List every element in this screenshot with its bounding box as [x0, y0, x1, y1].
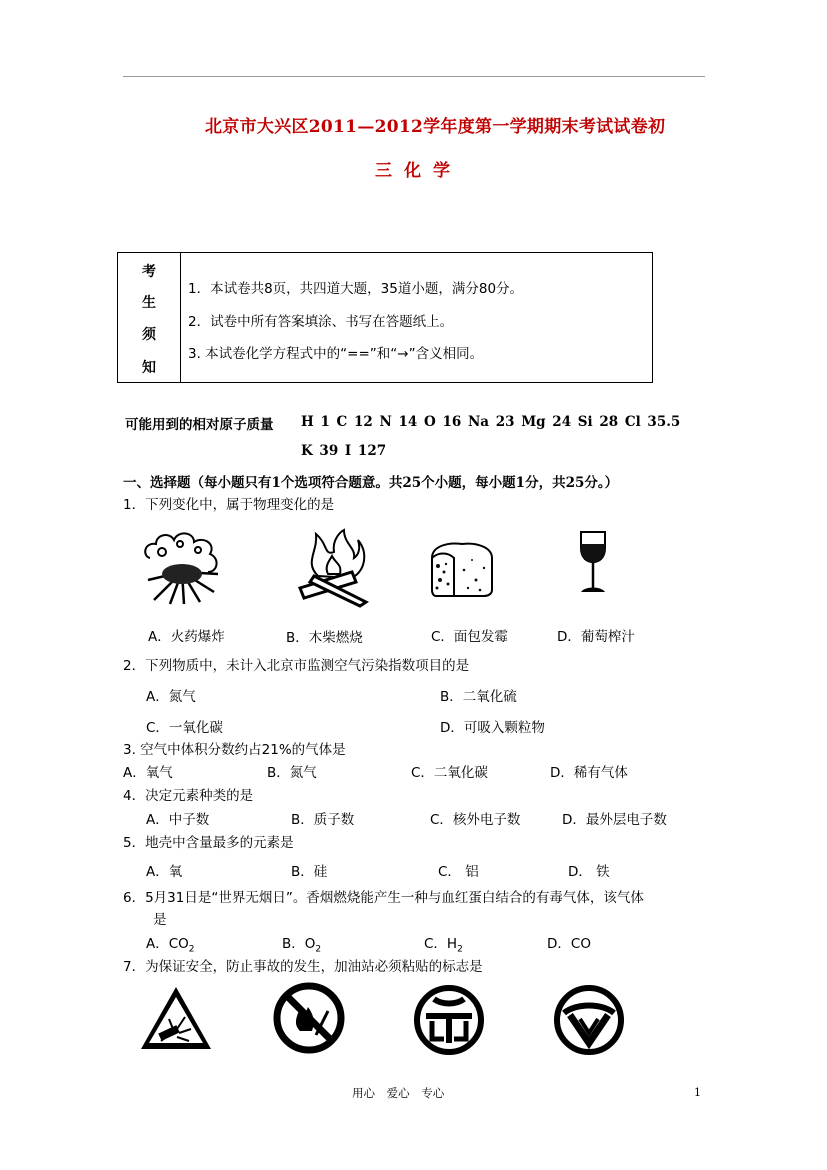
notice-item: 1．本试卷共8页，共四道大题，35道小题，满分80分。	[188, 281, 524, 297]
page-footer: 用心 爱心 专心	[352, 1086, 445, 1100]
notice-heading-char: 生	[142, 295, 156, 311]
option-d: D．最外层电子数	[562, 812, 667, 828]
moldy-bread-image	[428, 540, 496, 598]
option-a: A．氮气	[146, 689, 196, 705]
option-a: A．氧气	[123, 765, 173, 781]
exam-subtitle: 三化学	[375, 161, 462, 181]
atomic-mass-values: H 1 C 12 N 14 O 16 Na 23 Mg 24 Si 28 Cl 35.5	[301, 414, 681, 430]
option-c: C．一氧化碳	[146, 720, 223, 736]
option-b: B．氮气	[267, 765, 317, 781]
notice-table	[117, 252, 653, 383]
question-stem: 3. 空气中体积分数约占21%的气体是	[123, 742, 346, 758]
question-stem: 2．下列物质中，未计入北京市监测空气污染指数项目的是	[123, 658, 470, 674]
subscript: 2	[315, 944, 322, 955]
subscript: 2	[457, 944, 463, 955]
question-stem: 7．为保证安全，防止事故的发生，加油站必须粘贴的标志是	[123, 959, 483, 975]
notice-item: 3. 本试卷化学方程式中的“==”和“→”含义相同。	[188, 346, 484, 362]
option-d: D．可吸入颗粒物	[440, 720, 545, 736]
quality-mark-sign	[552, 983, 626, 1057]
notice-heading	[118, 253, 181, 382]
option-b: B．质子数	[291, 812, 355, 828]
question-stem: 1．下列变化中，属于物理变化的是	[123, 497, 335, 513]
page-number: 1	[694, 1086, 701, 1099]
option-b	[282, 932, 321, 955]
option-c	[424, 932, 463, 955]
wine-glass-image	[575, 530, 611, 596]
option-a	[146, 932, 195, 955]
section-heading: 一、选择题（每小题只有1个选项符合题意。共25个小题，每小题1分，共25分。）	[123, 475, 619, 491]
question-stem-continued: 是	[153, 912, 167, 928]
subscript: 2	[188, 944, 195, 955]
option-b-text: B．O	[282, 936, 316, 952]
explosion-image	[140, 528, 224, 606]
notice-heading-char: 知	[142, 360, 156, 376]
option-d: D． 铁	[568, 864, 610, 880]
option-d: D．葡萄榨汁	[557, 629, 635, 645]
exam-title: 北京市大兴区2011—2012学年度第一学期期末考试试卷初	[205, 117, 666, 137]
notice-heading-char: 须	[142, 327, 156, 343]
option-a-text: A．CO	[146, 936, 189, 952]
option-c: C． 铝	[438, 864, 479, 880]
header-rule	[123, 76, 705, 77]
question-stem: 5．地壳中含量最多的元素是	[123, 835, 294, 851]
option-d: D．CO	[547, 936, 591, 952]
option-c-text: C．H	[424, 936, 458, 952]
question-stem: 4．决定元素种类的是	[123, 788, 254, 804]
option-b: B．硅	[291, 864, 328, 880]
option-c: C．面包发霉	[431, 629, 508, 645]
notice-heading-char: 考	[142, 264, 156, 280]
option-b: B．木柴燃烧	[286, 630, 363, 646]
safety-symbol-sign	[412, 983, 486, 1057]
question-stem: 6．5月31日是“世界无烟日”。香烟燃烧能产生一种与血红蛋白结合的有毒气体，该气体	[123, 890, 644, 906]
burning-wood-image	[294, 526, 374, 608]
atomic-mass-values-2: K 39 I 127	[301, 443, 387, 459]
option-a: A．火药爆炸	[148, 629, 225, 645]
option-a: A．中子数	[146, 812, 210, 828]
option-c: C．核外电子数	[430, 812, 521, 828]
no-fire-sign	[272, 981, 346, 1055]
option-b: B．二氧化硫	[440, 689, 517, 705]
explosive-warning-sign	[139, 985, 213, 1051]
option-d: D．稀有气体	[550, 765, 628, 781]
option-c: C．二氧化碳	[411, 765, 488, 781]
atomic-mass-label: 可能用到的相对原子质量	[125, 417, 274, 433]
notice-item: 2．试卷中所有答案填涂、书写在答题纸上。	[188, 314, 454, 330]
option-a: A．氧	[146, 864, 183, 880]
